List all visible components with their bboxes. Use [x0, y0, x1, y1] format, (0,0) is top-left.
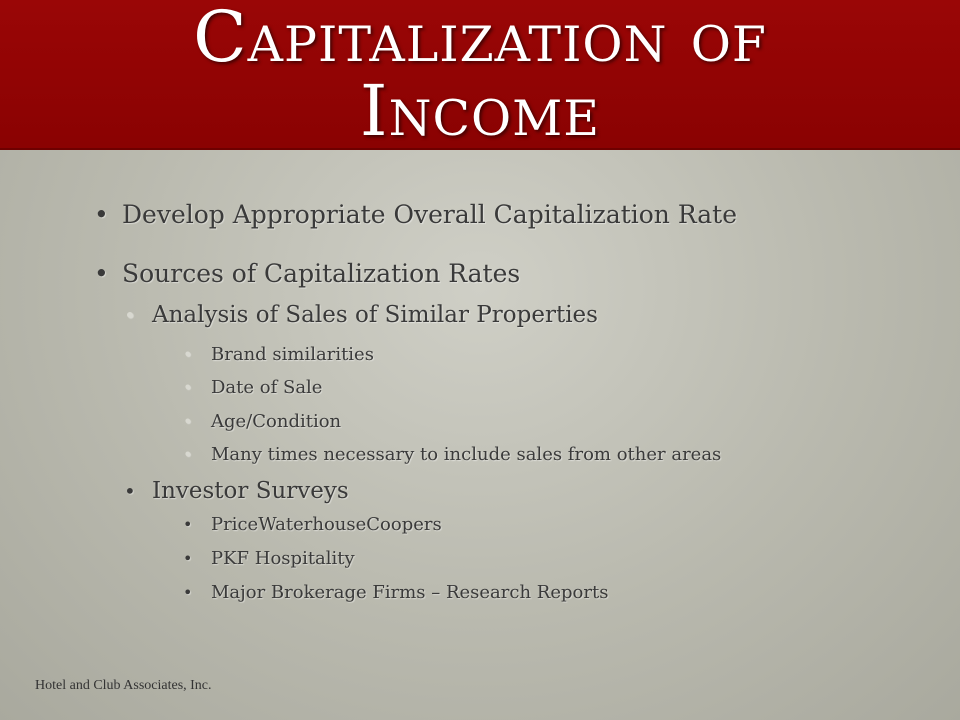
bullet-text: Many times necessary to include sales from other areas [211, 444, 722, 465]
bullet-text: Develop Appropriate Overall Capitalization Rate [122, 200, 738, 229]
bullet-item-brand [183, 343, 374, 367]
bullet-text: PriceWaterhouseCoopers [211, 514, 442, 535]
bullet-icon: • [124, 303, 136, 327]
bullet-item-sales-analysis [124, 301, 598, 329]
bullet-text: Sources of Capitalization Rates [122, 259, 521, 288]
bullet-item-age [183, 410, 342, 434]
bullet-text: Age/Condition [211, 411, 342, 432]
bullet-text: Investor Surveys [152, 478, 349, 504]
bullet-icon: • [183, 412, 193, 431]
bullet-item-investor-surveys [124, 477, 349, 505]
slide-title-line-2: Income [359, 70, 601, 152]
bullet-icon: • [183, 345, 193, 364]
bullet-icon: • [183, 445, 193, 464]
bullet-text: PKF Hospitality [211, 548, 355, 569]
bullet-text: Brand similarities [211, 344, 374, 365]
bullet-text: Major Brokerage Firms – Research Reports [211, 582, 609, 603]
bullet-item-overall-cap-rate [94, 200, 738, 230]
bullet-text: Analysis of Sales of Similar Properties [152, 302, 598, 328]
bullet-icon: • [94, 259, 109, 288]
bullet-text: Date of Sale [211, 377, 323, 398]
bullet-icon: • [124, 479, 136, 503]
bullet-icon: • [94, 200, 109, 229]
bullet-item-pwc [183, 513, 442, 537]
bullet-icon: • [183, 583, 193, 602]
slide-title-line-1: Capitalization of [193, 0, 767, 78]
bullet-item-brokerage [183, 581, 609, 605]
footer-company: Hotel and Club Associates, Inc. [35, 678, 212, 693]
bullet-item-date [183, 376, 323, 400]
bullet-icon: • [183, 378, 193, 397]
bullet-icon: • [183, 549, 193, 568]
bullet-item-other-areas [183, 443, 722, 467]
bullet-item-pkf [183, 547, 355, 571]
bullet-icon: • [183, 515, 193, 534]
bullet-item-sources [94, 259, 521, 289]
